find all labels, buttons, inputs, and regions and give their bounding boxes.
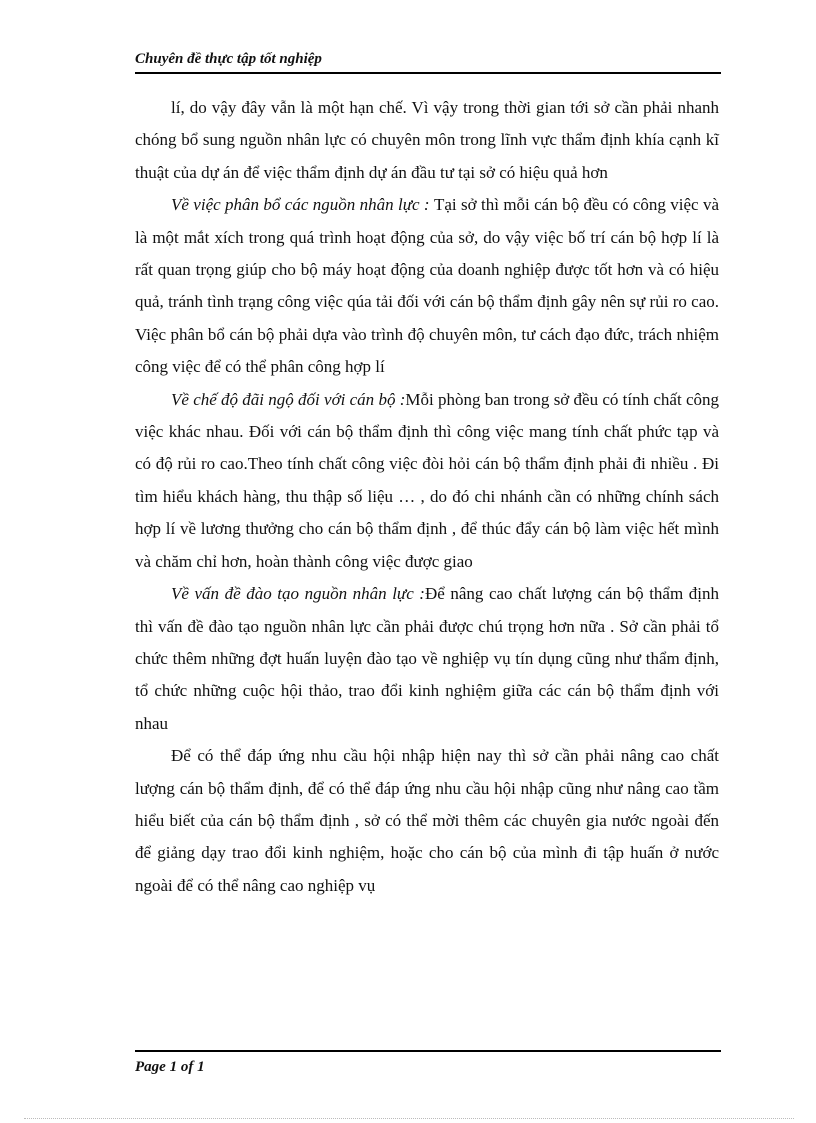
page-number-label: Page 1 of 1 bbox=[135, 1059, 205, 1075]
document-body bbox=[135, 92, 719, 902]
paragraph-5-text: Để có thể đáp ứng nhu cầu hội nhập hiện nay thì sở cần phải nâng cao chất lượng cán bộ thẩm định, để có thể đáp ứng nhu cầu hội nhập cũng như nâng cao tầm hiểu biết của cán bộ thẩm định , sở có thể mời thêm các chuyên gia nước ngoài đến để giảng dạy trao đổi kinh nghiệm, hoặc cho cán bộ của mình đi tập huấn ở nước ngoài để có thể nâng cao nghiệp vụ bbox=[135, 746, 719, 895]
paragraph-3-text: Mỗi phòng ban trong sở đều có tính chất công việc khác nhau. Đối với cán bộ thẩm định thì công việc mang tính chất phức tạp và có độ rủi ro cao.Theo tính chất công việc đòi hỏi cán bộ thẩm định phải đi nhiều . Đi tìm hiểu khách hàng, thu thập số liệu … , do đó chi nhánh cần có những chính sách hợp lí về lương thưởng cho cán bộ thẩm định , để thúc đẩy cán bộ làm việc hết mình và chăm chỉ hơn, hoàn thành công việc được giao bbox=[135, 389, 719, 571]
paragraph-2 bbox=[135, 189, 719, 383]
paragraph-2-text: Tại sở thì mỗi cán bộ đều có công việc và là một mắt xích trong quá trình hoạt động của sở, do vậy việc bố trí cán bộ hợp lí là rất quan trọng giúp cho bộ máy hoạt động của doanh nghiệp được tốt hơn và có hiệu quả, tránh tình trạng công việc qúa tải đối với cán bộ thẩm định gây nên sự rủi ro cao. Việc phân bổ cán bộ phải dựa vào trình độ chuyên môn, tư cách đạo đức, trách nhiệm công việc để có thể phân công hợp lí bbox=[135, 195, 719, 377]
paragraph-3 bbox=[135, 384, 719, 578]
paragraph-4-text: Để nâng cao chất lượng cán bộ thẩm định thì vấn đề đào tạo nguồn nhân lực cần phải được chú trọng hơn nữa . Sở cần phải tổ chức thêm những đợt huấn luyện đào tạo về nghiệp vụ tín dụng cũng như thẩm định, tổ chức những cuộc hội thảo, trao đổi kinh nghiệm giữa các cán bộ thẩm định với nhau bbox=[135, 584, 719, 733]
paragraph-1-text: lí, do vậy đây vẫn là một hạn chế. Vì vậy trong thời gian tới sở cần phải nhanh chóng bổ sung nguồn nhân lực có chuyên môn trong lĩnh vực thẩm định khía cạnh kĩ thuật của dự án để việc thẩm định dự án đầu tư tại sở có hiệu quả hơn bbox=[135, 98, 719, 182]
header-title: Chuyên đề thực tập tốt nghiệp bbox=[135, 51, 322, 67]
paragraph-5 bbox=[135, 740, 719, 902]
page-header bbox=[135, 48, 721, 74]
paragraph-4-lead: Về vấn đề đào tạo nguồn nhân lực : bbox=[171, 584, 425, 604]
paragraph-2-lead: Về việc phân bổ các nguồn nhân lực : bbox=[171, 195, 434, 215]
page-footer bbox=[135, 1050, 721, 1078]
page-bottom-edge bbox=[24, 1118, 794, 1119]
paragraph-3-lead: Về chế độ đãi ngộ đối với cán bộ : bbox=[171, 389, 406, 409]
paragraph-4 bbox=[135, 578, 719, 740]
paragraph-1 bbox=[135, 92, 719, 189]
